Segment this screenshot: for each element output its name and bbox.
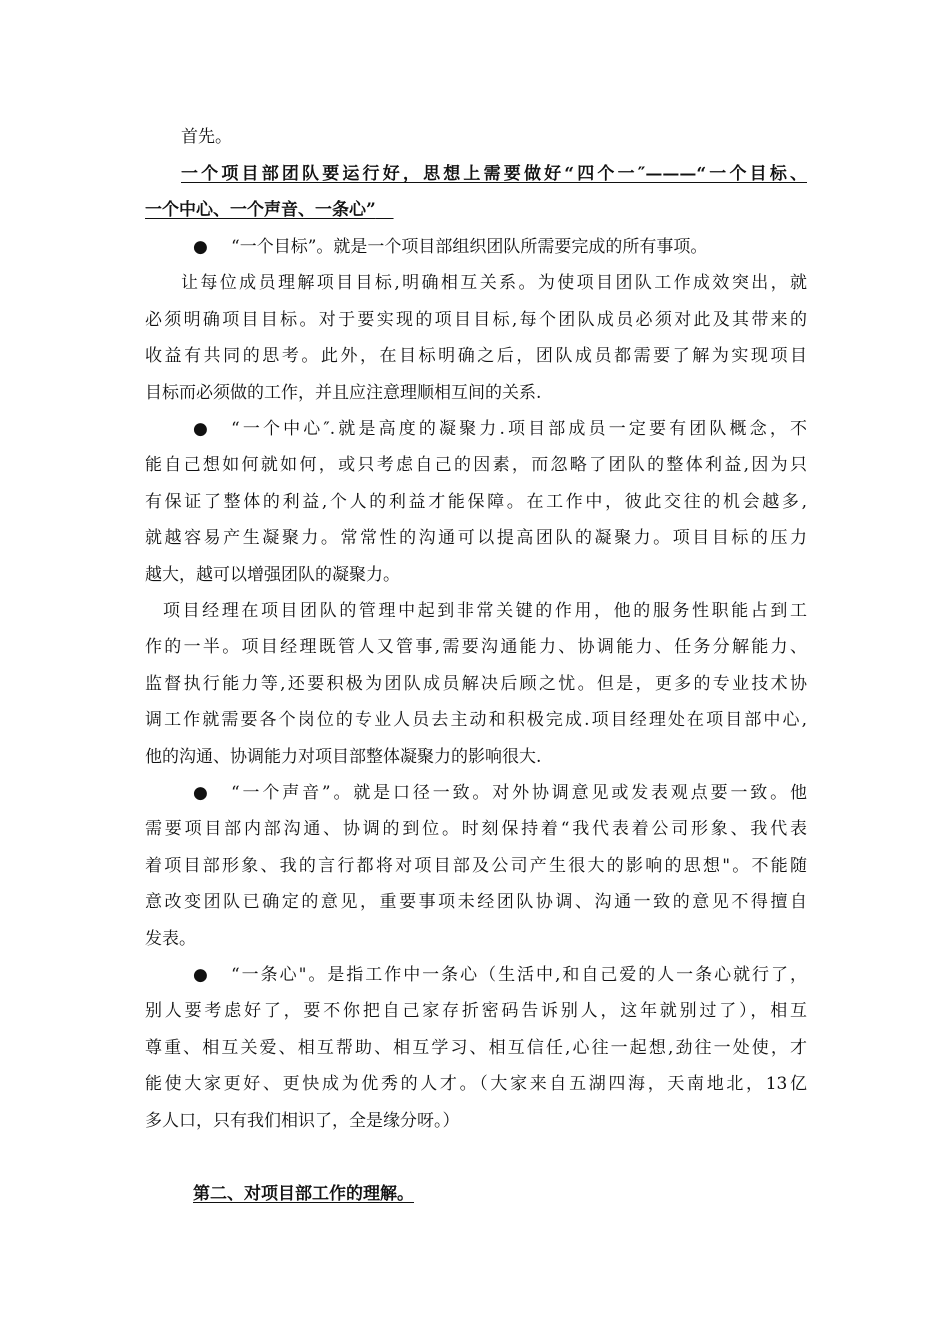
goal-line-4: 目标而必须做的工作，并且应注意理顺相互间的关系. <box>145 383 542 403</box>
center-line-1: 能自己想如何就如何，或只考虑自己的因素，而忽略了团队的整体利益,因为只 <box>145 455 807 475</box>
manager-line-3: 调工作就需要各个岗位的专业人员去主动和积极完成.项目经理处在项目部中心, <box>145 710 807 730</box>
heart-line-3: 能使大家更好、更快成为优秀的人才。（大家来自五湖四海，天南地北，13亿 <box>145 1074 807 1094</box>
voice-line-1: 需要项目部内部沟通、协调的到位。时刻保持着“我代表着公司形象、我代表 <box>145 819 807 839</box>
manager-line-1: 作的一半。项目经理既管人又管事,需要沟通能力、协调能力、任务分解能力、 <box>145 637 807 657</box>
voice-line-4: 发表。 <box>145 929 196 949</box>
bullet-goal-text: “一个目标”。就是一个项目部组织团队所需要完成的所有事项。 <box>231 237 708 257</box>
voice-line-3: 意改变团队已确定的意见，重要事项未经团队协调、沟通一致的意见不得擅自 <box>145 892 807 912</box>
center-line-4: 越大，越可以增强团队的凝聚力。 <box>145 565 400 585</box>
center-line-3: 就越容易产生凝聚力。常常性的沟通可以提高团队的凝聚力。项目目标的压力 <box>145 528 807 548</box>
bullet-goal <box>193 237 807 257</box>
manager-line-4: 他的沟通、协调能力对项目部整体凝聚力的影响很大. <box>145 747 542 767</box>
heart-line-2: 尊重、相互关爱、相互帮助、相互学习、相互信任,心往一起想,劲往一处使，才 <box>145 1038 807 1058</box>
bullet-heart <box>193 965 807 985</box>
bullet-dot: ● <box>193 419 208 439</box>
bullet-voice-text: “一个声音”。就是口径一致。对外协调意见或发表观点要一致。他 <box>231 783 807 803</box>
manager-line-2: 监督执行能力等,还要积极为团队成员解决后顾之忧。但是，更多的专业技术协 <box>145 674 807 694</box>
goal-line-3: 收益有共同的思考。此外，在目标明确之后，团队成员都需要了解为实现项目 <box>145 346 807 366</box>
heading-line-1: 一个项目部团队要运行好，思想上需要做好“四个一″———“一个目标、 <box>181 164 807 184</box>
bullet-dot: ● <box>193 783 208 803</box>
section-2-heading: 第二、对项目部工作的理解。 <box>193 1184 414 1204</box>
bullet-center-text: “一个中心″.就是高度的凝聚力.项目部成员一定要有团队概念，不 <box>231 419 807 439</box>
intro-text: 首先。 <box>181 127 232 147</box>
heart-line-1: 别人要考虑好了，要不你把自己家存折密码告诉别人，这年就别过了），相互 <box>145 1001 807 1021</box>
bullet-heart-text: “一条心"。是指工作中一条心（生活中,和自己爱的人一条心就行了， <box>231 965 807 985</box>
heading-line-2: 一个中心、一个声音、一条心” <box>145 200 376 220</box>
bullet-dot: ● <box>193 965 208 985</box>
bullet-center <box>193 419 807 439</box>
manager-line-0: 项目经理在项目团队的管理中起到非常关键的作用，他的服务性职能占到工 <box>163 601 807 621</box>
bullet-voice <box>193 783 807 803</box>
goal-line-1: 让每位成员理解项目目标,明确相互关系。为使项目团队工作成效突出，就 <box>181 273 807 293</box>
center-line-2: 有保证了整体的利益,个人的利益才能保障。在工作中，彼此交往的机会越多, <box>145 492 807 512</box>
heart-line-4: 多人口，只有我们相识了，全是缘分呀。） <box>145 1111 460 1131</box>
voice-line-2: 着项目部形象、我的言行都将对项目部及公司产生很大的影响的思想"。不能随 <box>145 856 807 876</box>
goal-line-2: 必须明确项目目标。对于要实现的项目目标,每个团队成员必须对此及其带来的 <box>145 310 807 330</box>
bullet-dot: ● <box>193 237 208 257</box>
